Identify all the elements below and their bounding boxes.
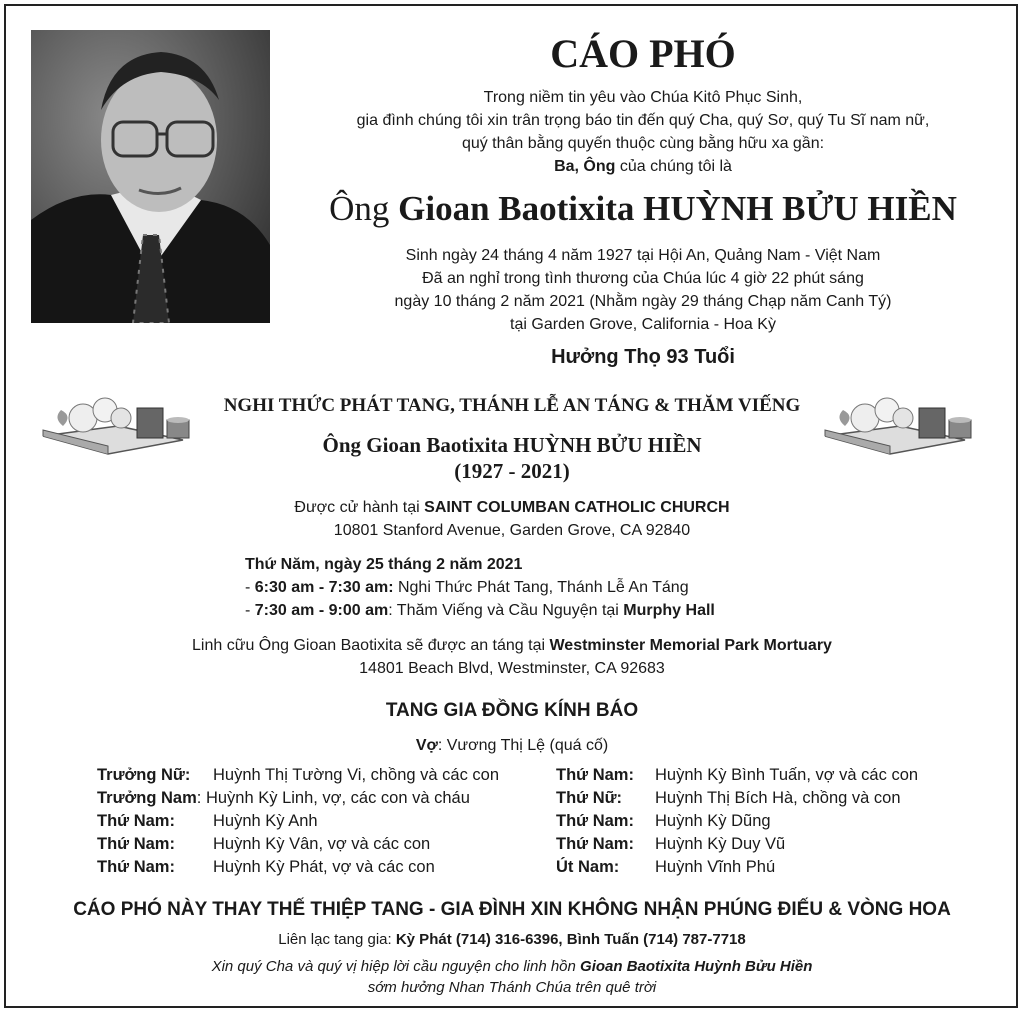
contact-line — [0, 930, 1024, 950]
schedule-text: : Thăm Viếng và Cầu Nguyện tại — [388, 602, 624, 619]
prayer-prefix: Xin quý Cha và quý vị hiệp lời cầu nguyện cho linh hồn — [211, 958, 581, 975]
schedule-item: - 7:30 am - 9:00 am: Thăm Viếng và Cầu Nguyện tại Murphy Hall — [245, 602, 715, 619]
detail-line: Đã an nghỉ trong tình thương của Chúa lúc 4 giờ 22 phút sáng — [422, 270, 864, 287]
intro-line: quý thân bằng quyến thuộc cùng bằng hữu xa gần: — [461, 135, 825, 152]
venue-name: SAINT COLUMBAN CATHOLIC CHURCH — [424, 499, 730, 516]
family-member-right: Thứ Nữ: — [556, 789, 623, 807]
ceremony-date: Thứ Năm, ngày 25 tháng 2 năm 2021 — [245, 556, 523, 573]
relation-bold: Ba, Ông — [554, 158, 616, 175]
relation-line — [270, 155, 1016, 178]
family-member-left-name: Huỳnh Kỳ Phát, vợ và các con — [213, 858, 435, 876]
family-member-left-name: Huỳnh Thị Tường Vi, chồng và các con — [213, 766, 500, 784]
family-member-left: Thứ Nam: — [97, 835, 175, 853]
intro-line: Trong niềm tin yêu vào Chúa Kitô Phục Sinh, — [483, 89, 803, 106]
detail-line: ngày 10 tháng 2 năm 2021 (Nhằm ngày 29 tháng Chạp năm Canh Tý) — [394, 293, 892, 310]
name-main: Gioan Baotixita HUỲNH BỬU HIỀN — [398, 189, 957, 228]
family-member-right-name: Huỳnh Kỳ Bình Tuấn, vợ và các con — [655, 766, 919, 784]
family-member-right-name: Huỳnh Kỳ Duy Vũ — [655, 835, 786, 853]
ceremony-heading: NGHI THỨC PHÁT TANG, THÁNH LỄ AN TÁNG & THĂM VIẾNG — [223, 395, 801, 416]
family-member-right: Thứ Nam: — [556, 812, 634, 830]
family-member-right: Thứ Nam: — [556, 835, 634, 853]
family-member-right-name: Huỳnh Kỳ Dũng — [655, 812, 771, 830]
page-title: CÁO PHÓ — [550, 31, 736, 76]
detail-line: tại Garden Grove, California - Hoa Kỳ — [510, 316, 776, 333]
spouse-line — [0, 734, 1024, 757]
family-heading: TANG GIA ĐỒNG KÍNH BÁO — [385, 700, 639, 721]
detail-line: Sinh ngày 24 tháng 4 năm 1927 tại Hội An, Quảng Nam - Việt Nam — [405, 247, 881, 264]
family-member-left: Trưởng Nam: Huỳnh Kỳ Linh, vợ, các con và cháu — [97, 789, 470, 807]
family-member-left-name: Huỳnh Kỳ Anh — [213, 812, 318, 830]
portrait-photo — [31, 30, 270, 323]
schedule-time: 7:30 am - 9:00 am — [254, 602, 389, 619]
family-member-left: Trưởng Nữ: — [97, 766, 191, 784]
family-member-right-name: Huỳnh Thị Bích Hà, chồng và con — [655, 789, 901, 807]
burial-place: Westminster Memorial Park Mortuary — [549, 637, 832, 654]
family-member-left: Thứ Nam: — [97, 858, 175, 876]
venue-prefix: Được cử hành tại — [294, 499, 425, 516]
ceremony-years: (1927 - 2021) — [454, 459, 570, 483]
age-line: Hưởng Thọ 93 Tuổi — [551, 346, 735, 368]
schedule-text: Nghi Thức Phát Tang, Thánh Lễ An Táng — [393, 579, 689, 596]
schedule-place: Murphy Hall — [623, 602, 715, 619]
prayer-line — [0, 957, 1024, 977]
relation-rest: của chúng tôi là — [615, 158, 732, 175]
name-prefix: Ông — [329, 189, 399, 228]
family-member-left: Thứ Nam: — [97, 812, 175, 830]
contact-prefix: Liên lạc tang gia: — [278, 931, 396, 948]
family-member-left-name: Huỳnh Kỳ Vân, vợ và các con — [213, 835, 431, 853]
family-member-right: Út Nam: — [556, 858, 620, 876]
contact-phones: Kỳ Phát (714) 316-6396, Bình Tuấn (714) 787-7718 — [395, 931, 746, 948]
burial-prefix: Linh cữu Ông Gioan Baotixita sẽ được an táng tại — [192, 637, 550, 654]
deceased-name — [270, 186, 1016, 232]
burial-address: 14801 Beach Blvd, Westminster, CA 92683 — [359, 660, 665, 677]
prayer-line-2: sớm hưởng Nhan Thánh Chúa trên quê trời — [367, 979, 657, 996]
venue-line — [0, 496, 1024, 519]
family-member-right: Thứ Nam: — [556, 766, 634, 784]
burial-line — [0, 634, 1024, 657]
spouse-label: Vợ — [415, 737, 438, 754]
intro-line: gia đình chúng tôi xin trân trọng báo tin đến quý Cha, quý Sơ, quý Tu Sĩ nam nữ, — [356, 112, 930, 129]
venue-address: 10801 Stanford Avenue, Garden Grove, CA 92840 — [333, 522, 691, 539]
schedule-item: - 6:30 am - 7:30 am: Nghi Thức Phát Tang, Thánh Lễ An Táng — [245, 579, 689, 596]
spouse-text: : Vương Thị Lệ (quá cố) — [437, 737, 609, 754]
schedule-time: 6:30 am - 7:30 am: — [254, 579, 394, 596]
ceremony-name: Ông Gioan Baotixita HUỲNH BỬU HIỀN — [322, 433, 702, 457]
family-member-right-name: Huỳnh Vĩnh Phú — [655, 858, 776, 876]
prayer-name: Gioan Baotixita Huỳnh Bửu Hiền — [580, 958, 813, 975]
notice-line: CÁO PHÓ NÀY THAY THẾ THIỆP TANG - GIA ĐÌNH XIN KHÔNG NHẬN PHÚNG ĐIẾU & VÒNG HOA — [73, 899, 951, 920]
